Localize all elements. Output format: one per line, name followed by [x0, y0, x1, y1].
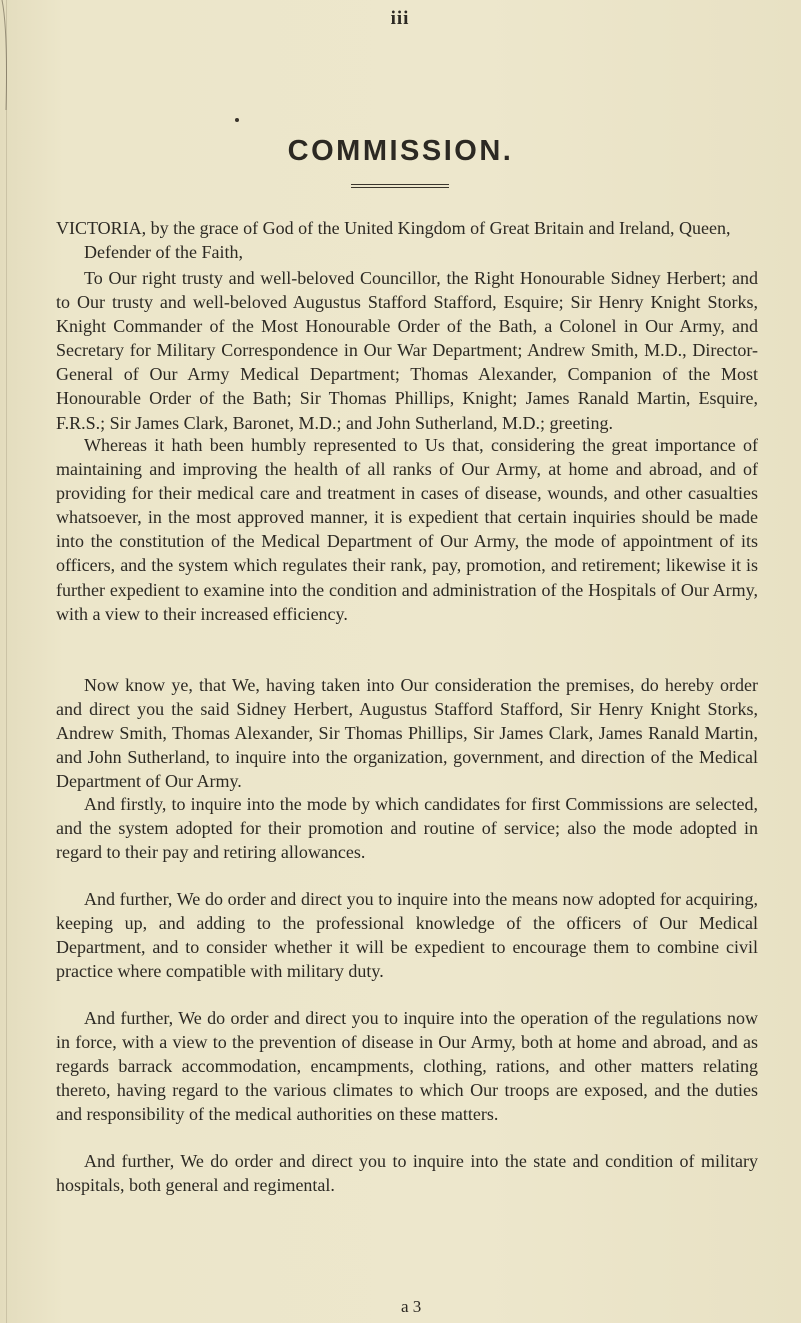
print-dot	[235, 118, 239, 122]
paragraph: Whereas it hath been humbly represented to Us that, considering the great importance of maintaining and improving the health of all ranks of Our Army, at home and abroad, and of providing for their medical care and treatment in cases of disease, wounds, and other casualties whatsoever, in the most approved manner, it is expedient that certain inquiries should be made into the constitution of the Medical Department of Our Army, the mode of appointment of its officers, and the system which regulates their rank, pay, promotion, and retirement; likewise it is further expedient to examine into the condition and administration of the Hospitals of Our Army, with a view to their increased efficiency.	[56, 435, 758, 624]
paragraph-whereas	[56, 433, 758, 626]
paragraph-further-knowledge	[56, 887, 758, 983]
title-rule	[351, 184, 449, 185]
paragraph-firstly	[56, 792, 758, 864]
opening-salutation	[56, 216, 758, 264]
paragraph-further-regulations	[56, 1006, 758, 1126]
paragraph-greeting	[56, 266, 758, 435]
paragraph: And further, We do order and direct you to inquire into the operation of the regulations now in force, with a view to the prevention of disease in Our Army, both at home and abroad, and as regards barrack accommodation, encampments, clothing, rations, and other matters relating thereto, having regard to the various climates to which Our troops are exposed, and the duties and responsibility of the medical authorities on these matters.	[56, 1008, 758, 1125]
title-rule-lower	[351, 187, 449, 188]
paragraph: To Our right trusty and well-beloved Councillor, the Right Honourable Sidney Herbert; and to Our trusty and well-beloved Augustus Stafford Stafford, Esquire; Sir Henry Knight Storks, Knight Commander of the Most Honourable Order of the Bath, a Colonel in Our Army, and Secretary for Military Correspondence in Our War Department; Andrew Smith, M.D., Director-General of Our Army Medical Department; Thomas Alexander, Companion of the Most Honourable Order of the Bath; Sir Thomas Phillips, Knight; James Ranald Martin, Esquire, F.R.S.; Sir James Clark, Baronet, M.D.; and John Sutherland, M.D.; greeting.	[56, 268, 758, 433]
paragraph: And further, We do order and direct you to inquire into the state and condition of military hospitals, both general and regimental.	[56, 1151, 758, 1196]
paragraph: And further, We do order and direct you to inquire into the means now adopted for acquiring, keeping up, and adding to the professional knowledge of the officers of Our Medical Department, and to consider whether it will be expedient to encourage them to combine civil practice where compatible with military duty.	[56, 889, 758, 982]
paragraph-further-hospitals	[56, 1149, 758, 1197]
opening-text: VICTORIA, by the grace of God of the United Kingdom of Great Britain and Ireland, Queen, Defender of the Faith,	[56, 218, 731, 262]
page-title: COMMISSION.	[287, 135, 514, 167]
paragraph: And firstly, to inquire into the mode by which candidates for first Commissions are selected, and the system adopted for their promotion and routine of service; also the mode adopted in regard to their pay and retiring allowances.	[56, 794, 758, 863]
paragraph: Now know ye, that We, having taken into Our consideration the premises, do hereby order and direct you the said Sidney Herbert, Augustus Stafford Stafford, Sir Henry Knight Storks, Andrew Smith, Thomas Alexander, Sir Thomas Phillips, Sir James Clark, James Ranald Martin, and John Sutherland, to inquire into the organization, government, and direction of the Medical Department of Our Army.	[56, 675, 758, 792]
signature-mark: a 3	[401, 1297, 422, 1316]
paper-crease-mark	[0, 0, 30, 110]
page-edge-line	[6, 0, 7, 1323]
paragraph-now-know-ye	[56, 673, 758, 793]
page-number: iii	[390, 8, 410, 29]
